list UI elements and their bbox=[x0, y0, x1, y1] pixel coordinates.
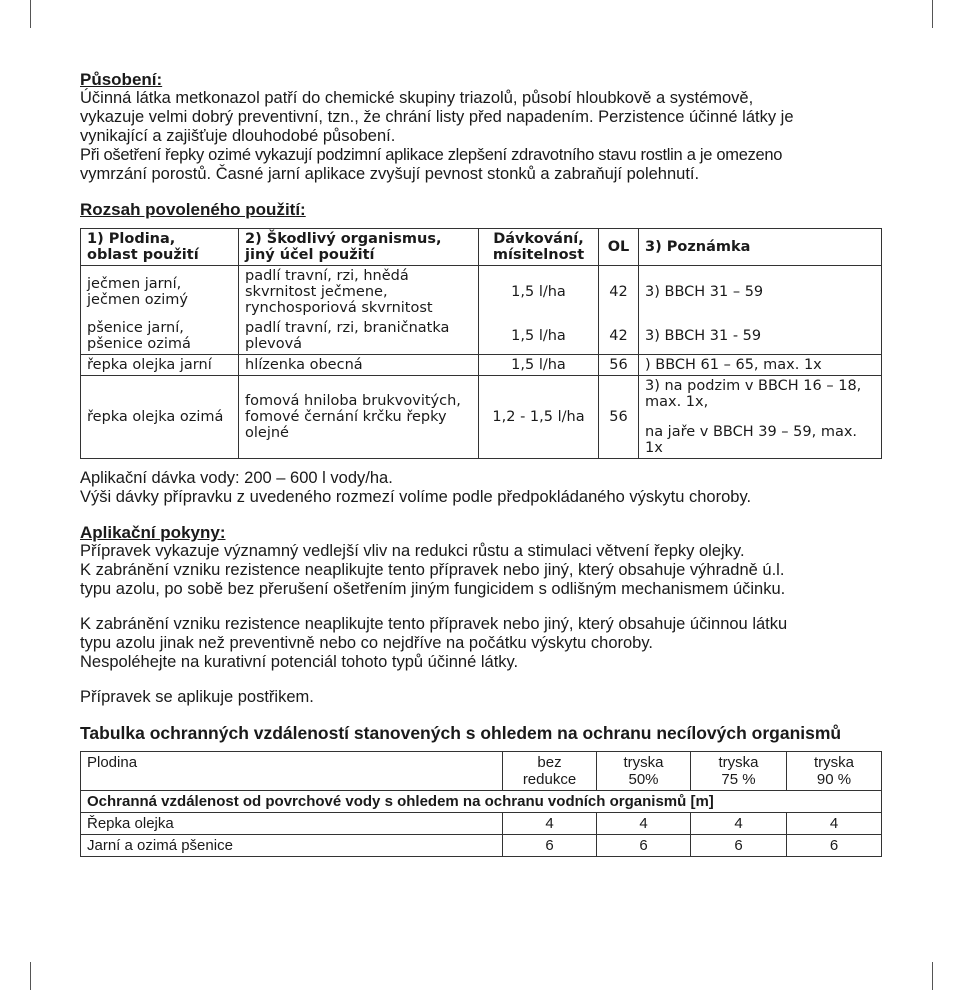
distance-row2-val-1: 6 bbox=[503, 835, 597, 857]
distance-subheader: Ochranná vzdálenost od povrchové vody s ohledem na ochranu vodních organismů [m] bbox=[81, 791, 882, 813]
row1-crop: ječmen jarní, ječmen ozimý bbox=[81, 266, 239, 319]
crop-mark-bottom-left bbox=[30, 962, 31, 990]
row4-note: 3) na podzim v BBCH 16 – 18, max. 1x, na jaře v BBCH 39 – 59, max. 1x bbox=[639, 376, 882, 459]
crop-mark-top-left bbox=[30, 0, 31, 28]
row1-dose: 1,5 l/ha bbox=[479, 266, 599, 319]
distance-row2-crop: Jarní a ozimá pšenice bbox=[81, 835, 503, 857]
dose-choice-line: Výši dávky přípravku z uvedeného rozmezí volíme podle předpokládaného výskytu choroby. bbox=[80, 488, 752, 506]
pusobeni-line-1: Účinná látka metkonazol patří do chemické skupiny triazolů, působí hloubkově a systémově, bbox=[80, 89, 754, 107]
row2-ol: 42 bbox=[599, 318, 639, 355]
heading-rozsah: Rozsah povoleného použití: bbox=[80, 200, 306, 219]
header-ol: OL bbox=[599, 229, 639, 266]
header-organism: 2) Škodlivý organismus, jiný účel použití bbox=[239, 229, 479, 266]
table-row bbox=[81, 266, 882, 319]
pusobeni-line-5: vymrzání porostů. Časné jarní aplikace zvyšují pevnost stonků a zabraňují polehnutí. bbox=[80, 165, 700, 183]
table-row bbox=[81, 318, 882, 355]
distance-header-col-4: tryska 90 % bbox=[787, 752, 882, 791]
pusobeni-line-3: vynikající a zajišťuje dlouhodobé působení. bbox=[80, 127, 396, 145]
row2-note: 3) BBCH 31 - 59 bbox=[639, 318, 882, 355]
distance-table-header bbox=[81, 752, 882, 791]
table-row bbox=[81, 376, 882, 459]
row2-dose: 1,5 l/ha bbox=[479, 318, 599, 355]
pokyny-p3: Přípravek se aplikuje postřikem. bbox=[80, 688, 314, 706]
header-dose: Dávkování, mísitelnost bbox=[479, 229, 599, 266]
pokyny-p1-line-1: Přípravek vykazuje významný vedlejší vliv na redukci růstu a stimulaci větvení řepky olejky. bbox=[80, 542, 745, 560]
pokyny-p1-line-3: typu azolu, po sobě bez přerušení ošetřením jiným fungicidem s odlišným mechanismem účinku. bbox=[80, 580, 786, 598]
row1-organism: padlí travní, rzi, hnědá skvrnitost ječmene, rynchosporiová skvrnitost bbox=[239, 266, 479, 319]
distance-header-col-1: bez redukce bbox=[503, 752, 597, 791]
document-page bbox=[80, 70, 880, 857]
pokyny-p2-line-1: K zabránění vzniku rezistence neaplikujte tento přípravek nebo jiný, který obsahuje účinnou látku bbox=[80, 615, 788, 633]
distance-row2-val-3: 6 bbox=[691, 835, 787, 857]
row4-crop: řepka olejka ozimá bbox=[81, 376, 239, 459]
row4-organism: fomová hniloba brukvovitých, fomové černání krčku řepky olejné bbox=[239, 376, 479, 459]
distance-row1-crop: Řepka olejka bbox=[81, 813, 503, 835]
pokyny-p1-line-2: K zabránění vzniku rezistence neaplikujte tento přípravek nebo jiný, který obsahuje výhradně ú.l. bbox=[80, 561, 785, 579]
distance-row2-val-2: 6 bbox=[597, 835, 691, 857]
row3-crop: řepka olejka jarní bbox=[81, 355, 239, 376]
distance-table bbox=[80, 751, 882, 857]
distance-subheader-row bbox=[81, 791, 882, 813]
distance-table-title: Tabulka ochranných vzdáleností stanovených s ohledem na ochranu necílových organismů bbox=[80, 723, 842, 743]
pusobeni-line-4: Při ošetření řepky ozimé vykazují podzimní aplikace zlepšení zdravotního stavu rostlin a je omezeno bbox=[80, 146, 783, 164]
distance-header-crop: Plodina bbox=[81, 752, 503, 791]
row3-ol: 56 bbox=[599, 355, 639, 376]
heading-aplikacni-pokyny: Aplikační pokyny: bbox=[80, 523, 226, 542]
distance-row1-val-4: 4 bbox=[787, 813, 882, 835]
distance-row1-val-1: 4 bbox=[503, 813, 597, 835]
header-crop: 1) Plodina, oblast použití bbox=[87, 231, 199, 263]
distance-header-col-3: tryska 75 % bbox=[691, 752, 787, 791]
row3-dose: 1,5 l/ha bbox=[479, 355, 599, 376]
crop-mark-top-right bbox=[932, 0, 933, 28]
distance-row2-val-4: 6 bbox=[787, 835, 882, 857]
pusobeni-line-2: vykazuje velmi dobrý preventivní, tzn., že chrání listy před napadením. Perzistence účinné látky je bbox=[80, 108, 794, 126]
row1-ol: 42 bbox=[599, 266, 639, 319]
usage-table bbox=[80, 228, 882, 459]
water-dose-line: Aplikační dávka vody: 200 – 600 l vody/ha. bbox=[80, 469, 393, 487]
row4-ol: 56 bbox=[599, 376, 639, 459]
table-row bbox=[81, 813, 882, 835]
row2-organism: padlí travní, rzi, braničnatka plevová bbox=[239, 318, 479, 355]
heading-pusobeni: Působení: bbox=[80, 70, 163, 89]
distance-row1-val-2: 4 bbox=[597, 813, 691, 835]
usage-table-header bbox=[81, 229, 882, 266]
crop-mark-bottom-right bbox=[932, 962, 933, 990]
table-row bbox=[81, 835, 882, 857]
row3-organism: hlízenka obecná bbox=[239, 355, 479, 376]
row4-dose: 1,2 - 1,5 l/ha bbox=[479, 376, 599, 459]
pokyny-p2-line-2: typu azolu jinak než preventivně nebo co nejdříve na počátku výskytu choroby. bbox=[80, 634, 653, 652]
row2-crop: pšenice jarní, pšenice ozimá bbox=[87, 320, 191, 352]
row1-note: 3) BBCH 31 – 59 bbox=[639, 266, 882, 319]
pokyny-p2-line-3: Nespoléhejte na kurativní potenciál tohoto typů účinné látky. bbox=[80, 653, 519, 671]
distance-header-col-2: tryska 50% bbox=[597, 752, 691, 791]
row3-note: ) BBCH 61 – 65, max. 1x bbox=[639, 355, 882, 376]
distance-row1-val-3: 4 bbox=[691, 813, 787, 835]
table-row bbox=[81, 355, 882, 376]
header-note: 3) Poznámka bbox=[639, 229, 882, 266]
